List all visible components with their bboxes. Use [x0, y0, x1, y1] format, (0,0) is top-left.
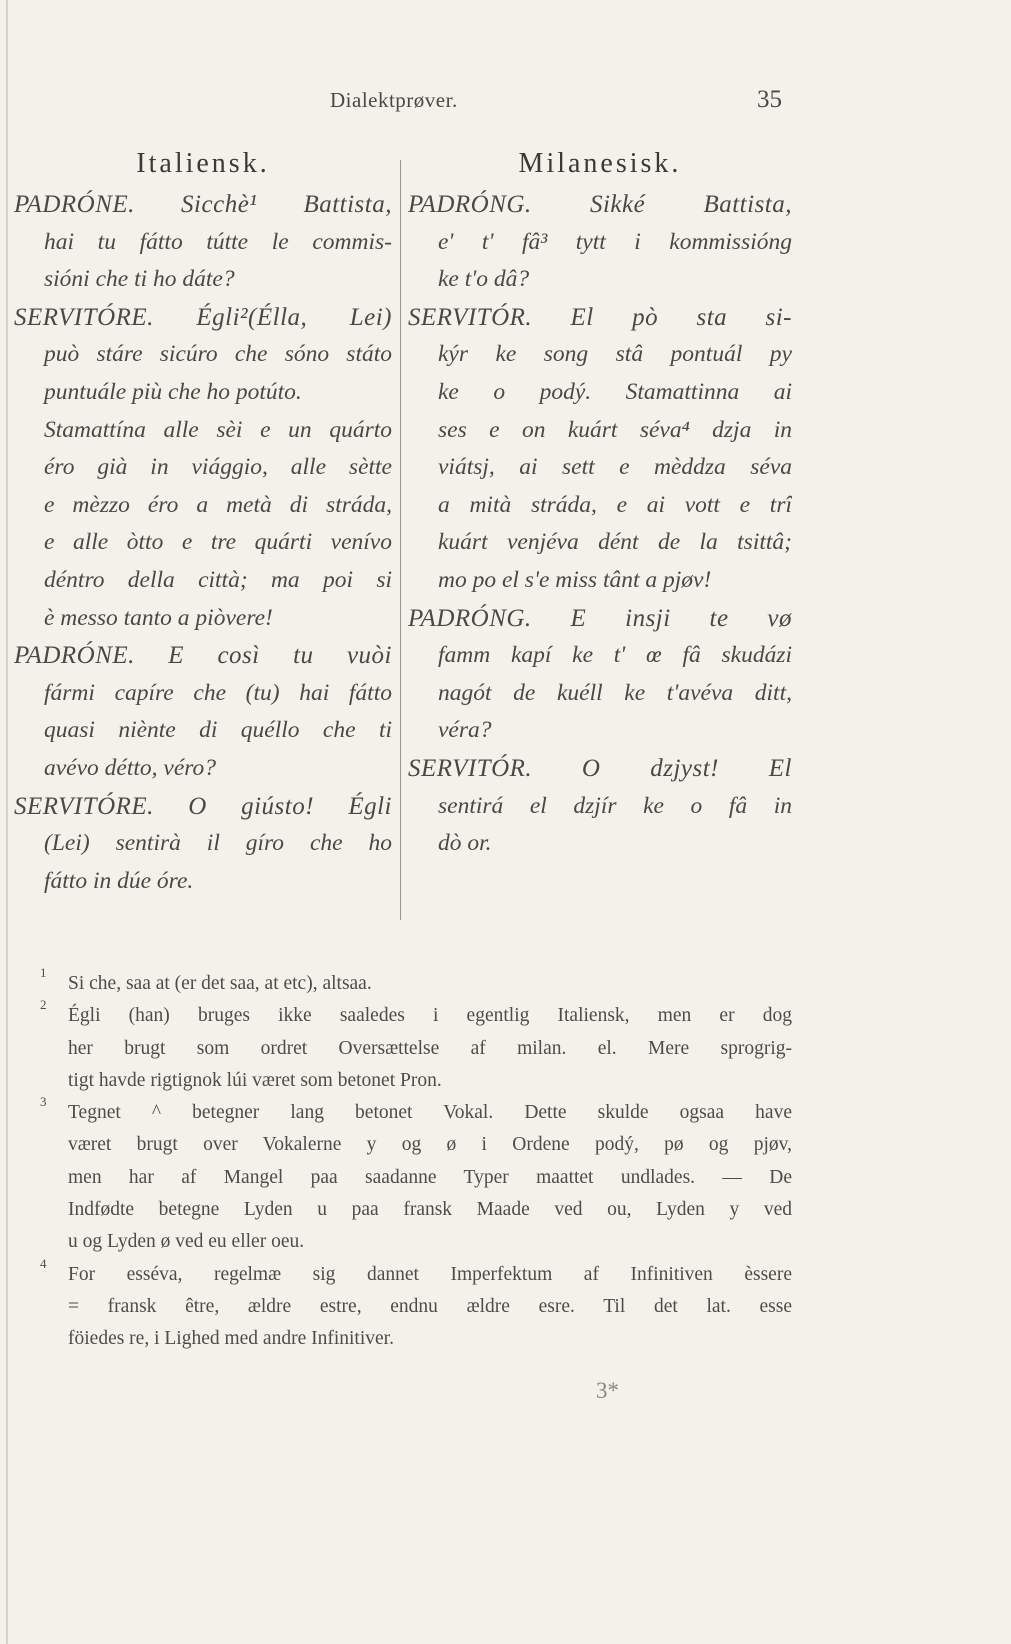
footnote-3: [36, 1094, 792, 1258]
footnote-1: [36, 965, 792, 1000]
footnote-2: [36, 997, 792, 1097]
text-line: Stamattína alle sèi e un quárto: [44, 416, 392, 443]
italian-column: [14, 148, 392, 900]
text-line: SERVITÓRE. O giústo! Égli: [14, 792, 392, 820]
text-line: hai tu fátto tútte le commis-: [44, 228, 392, 255]
milanese-column: [408, 148, 792, 863]
text-line: a mità stráda, e ai vott e trî: [438, 491, 792, 518]
text-line: kýr ke song stâ pontuál py: [438, 341, 792, 368]
text-line: viátsj, ai sett e mèddza séva: [438, 454, 792, 481]
text-line: quasi niènte di quéllo che ti: [44, 717, 392, 744]
column-divider: [400, 160, 401, 920]
text-line: avévo détto, véro?: [44, 754, 217, 781]
footnote-line: föiedes re, i Lighed med andre Infinitiver.: [68, 1328, 394, 1350]
footnote-line: Tegnet ^ betegner lang betonet Vokal. Dette skulde ogsaa have: [68, 1102, 792, 1124]
text-line: può stáre sicúro che sóno státo: [44, 341, 392, 368]
footnote-line: Si che, saa at (er det saa, at etc), altsaa.: [68, 973, 372, 994]
footnotes: [36, 965, 792, 1356]
text-line: ses e on kuárt séva⁴ dzja in: [438, 416, 792, 443]
page-edge: [6, 0, 8, 1644]
footnote-line: Indfødte betegne Lyden u paa fransk Maade ved ou, Lyden y ved: [68, 1199, 792, 1221]
footnote-line: For esséva, regelmæ sig dannet Imperfektum af Infinitiven èssere: [68, 1263, 792, 1285]
footnote-line: = fransk être, ældre estre, endnu ældre esre. Til det lat. esse: [68, 1295, 792, 1317]
footnote-mark: 1: [40, 965, 47, 980]
footnote-mark: 2: [40, 997, 47, 1013]
footnote-4: [36, 1255, 792, 1356]
text-line: kuárt venjéva dént de la tsittâ;: [438, 529, 792, 556]
text-line: déntro della città; ma poi si: [44, 566, 392, 593]
text-line: sentirá el dzjír ke o fâ in: [438, 792, 792, 819]
text-line: ke t'o dâ?: [438, 266, 530, 293]
footnote-line: men har af Mangel paa saadanne Typer maattet undlades. — De: [68, 1166, 792, 1188]
footnote-line: her brugt som ordret Oversættelse af milan. el. Mere sprogrig-: [68, 1037, 792, 1059]
text-line: e alle òtto e tre quárti venívo: [44, 529, 392, 556]
text-line: SERVITÓRE. Égli²(Élla, Lei): [14, 303, 392, 331]
text-line: PADRÓNG. E insji te vø: [408, 604, 792, 632]
text-line: puntuále più che ho potúto.: [44, 378, 302, 405]
footnote-mark: 4: [40, 1255, 47, 1271]
text-line: e' t' fâ³ tytt i kommissióng: [438, 228, 792, 255]
text-line: fármi capíre che (tu) hai fátto: [44, 679, 392, 706]
text-line: PADRÓNG. Sikké Battista,: [408, 191, 792, 218]
text-line: fátto in dúe óre.: [44, 867, 194, 894]
text-line: ke o podý. Stamattinna ai: [438, 378, 792, 405]
footnote-mark: 3: [40, 1094, 47, 1110]
text-line: nagót de kuéll ke t'avéva ditt,: [438, 679, 792, 706]
text-line: SERVITÓR. O dzjyst! El: [408, 754, 792, 782]
footnote-line: u og Lyden ø ved eu eller oeu.: [68, 1231, 305, 1253]
running-title: Dialektprøver.: [330, 88, 458, 112]
italian-heading: Italiensk.: [136, 148, 270, 179]
running-head: [0, 88, 1011, 118]
text-line: è messo tanto a piòvere!: [44, 604, 273, 631]
text-line: mo po el s'e miss tânt a pjøv!: [438, 566, 712, 593]
text-line: e mèzzo éro a metà di stráda,: [44, 491, 392, 518]
footnote-line: været brugt over Vokalerne y og ø i Ordene podý, pø og pjøv,: [68, 1134, 792, 1156]
text-line: PADRÓNE. Sicchè¹ Battista,: [14, 191, 392, 218]
text-line: éro già in viággio, alle sètte: [44, 454, 392, 481]
text-line: (Lei) sentirà il gíro che ho: [44, 830, 392, 857]
milanese-heading: Milanesisk.: [518, 148, 682, 179]
footnote-line: tigt havde rigtignok lúi været som betonet Pron.: [68, 1069, 442, 1091]
signature-mark: 3*: [596, 1378, 619, 1403]
footnote-line: Égli (han) bruges ikke saaledes i egentlig Italiensk, men er dog: [68, 1005, 792, 1027]
page-number: 35: [757, 86, 782, 113]
text-line: SERVITÓR. El pò sta si-: [408, 303, 792, 331]
text-line: dò or.: [438, 830, 492, 857]
text-line: véra?: [438, 717, 492, 744]
text-line: PADRÓNE. E così tu vuòi: [14, 642, 392, 670]
text-line: famm kapí ke t' œ fâ skudázi: [438, 642, 792, 669]
text-line: sióni che ti ho dáte?: [44, 266, 235, 293]
